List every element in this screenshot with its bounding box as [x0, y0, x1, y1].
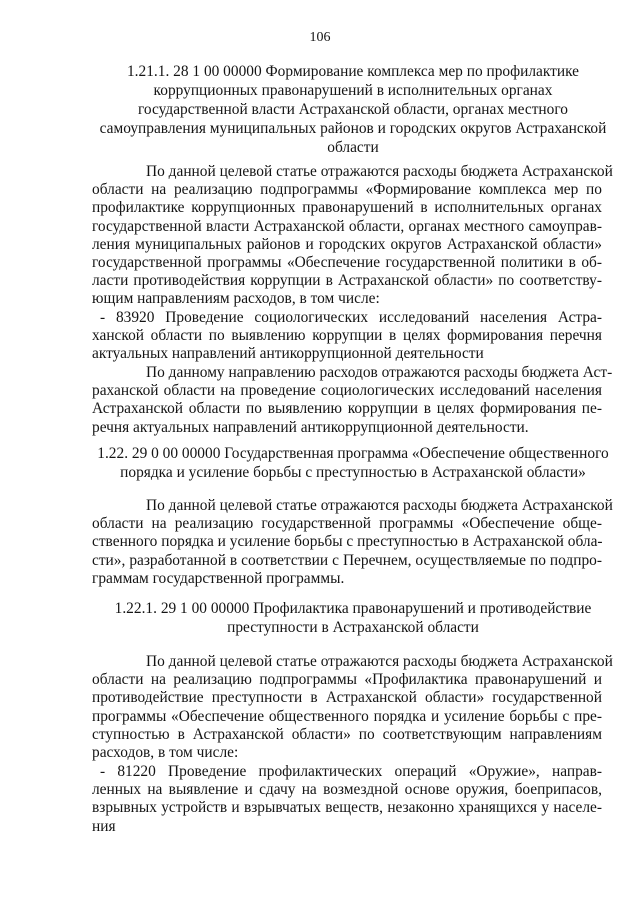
- section-heading-1-21-1: [92, 62, 614, 157]
- paragraph-line: программы «Обеспечение общественного порядка и усиление борьбы с пре-: [92, 707, 602, 725]
- heading-line: порядка и усиление борьбы с преступностью в Астраханской области»: [120, 464, 586, 481]
- heading-line: области: [327, 139, 379, 156]
- paragraph-body: [92, 364, 613, 437]
- paragraph-line: По данному направлению расходов отражаются расходы бюджета Аст-: [146, 364, 613, 381]
- paragraph-line: области на реализацию подпрограммы «Формирование комплекса мер по: [92, 181, 602, 199]
- paragraph-line: государственной власти Астраханской области, органах местного самоуправ-: [92, 217, 602, 235]
- paragraph-line: По данной целевой статье отражаются расходы бюджета Астраханской: [146, 163, 613, 180]
- paragraph-line: ющим направлениям расходов, в том числе:: [92, 290, 380, 308]
- heading-line: 1.22. 29 0 00 00000 Государственная программа «Обеспечение общественного: [97, 445, 609, 462]
- paragraph-line: взрывных устройств и взрывчатых веществ, незаконно хранящихся у населе-: [92, 799, 602, 817]
- paragraph-line: граммам государственной программы.: [92, 569, 345, 587]
- heading-line: коррупционных правонарушений в исполнительных органах: [153, 82, 553, 99]
- paragraph-line: ственного порядка и усиление борьбы с преступностью в Астраханской обла-: [92, 533, 603, 551]
- section-heading-1-22: [92, 444, 614, 482]
- paragraph-line: актуальных направлений антикоррупционной деятельности: [92, 345, 484, 363]
- paragraph-line: государственной программы «Обеспечение государственной политики в об-: [92, 254, 602, 272]
- paragraph-line: расходов, в том числе:: [92, 744, 239, 762]
- paragraph-line: ленных на выявление и сдачу на возмездной основе оружия, боеприпасов,: [92, 781, 602, 799]
- paragraph-line: - 83920 Проведение социологических исследований населения Астра-: [100, 309, 602, 326]
- paragraph-line: ления муниципальных районов и городских округов Астраханской области»: [92, 235, 602, 253]
- heading-line: 1.21.1. 28 1 00 00000 Формирование комплекса мер по профилактике: [126, 63, 580, 80]
- paragraph-line: речня актуальных направлений антикоррупционной деятельности.: [92, 418, 529, 436]
- expense-item-81220: [92, 763, 602, 836]
- paragraph-line: ступностью в Астраханской области» по соответствующим направлениям: [92, 725, 602, 743]
- heading-line: государственной власти Астраханской области, органах местного: [138, 101, 568, 118]
- paragraph-line: противодействие преступности в Астраханской области» государственной: [92, 689, 602, 707]
- paragraph-line: профилактике коррупционных правонарушений в исполнительных органах: [92, 199, 602, 217]
- heading-line: преступности в Астраханской области: [227, 619, 479, 636]
- paragraph-body: [92, 163, 613, 309]
- section-heading-1-22-1: [92, 599, 614, 637]
- paragraph-line: области на реализацию государственной программы «Обеспечение обще-: [92, 515, 602, 533]
- paragraph-body: [92, 497, 613, 588]
- paragraph-line: По данной целевой статье отражаются расходы бюджета Астраханской: [146, 653, 613, 670]
- heading-line: 1.22.1. 29 1 00 00000 Профилактика правонарушений и противодействие: [114, 600, 592, 617]
- paragraph-line: области на реализацию подпрограммы «Профилактика правонарушений и: [92, 671, 602, 689]
- paragraph-line: ханской области по выявлению коррупции в целях формирования перечня: [92, 327, 602, 345]
- paragraph-line: ласти противодействия коррупции в Астраханской области» по соответству-: [92, 272, 602, 290]
- paragraph-line: - 81220 Проведение профилактических операций «Оружие», направ-: [100, 763, 602, 780]
- paragraph-body: [92, 653, 613, 762]
- paragraph-line: ния: [92, 817, 116, 835]
- page-number: 106: [309, 30, 331, 45]
- heading-line: самоуправления муниципальных районов и городских округов Астраханской: [99, 120, 607, 137]
- expense-item-83920: [92, 309, 602, 364]
- paragraph-line: Астраханской области по выявлению коррупции в целях формирования пе-: [92, 400, 602, 418]
- paragraph-line: раханской области на проведение социологических исследований населения: [92, 382, 602, 400]
- paragraph-line: По данной целевой статье отражаются расходы бюджета Астраханской: [146, 497, 613, 514]
- paragraph-line: сти», разработанной в соответствии с Перечнем, осуществляемые по подпро-: [92, 551, 602, 569]
